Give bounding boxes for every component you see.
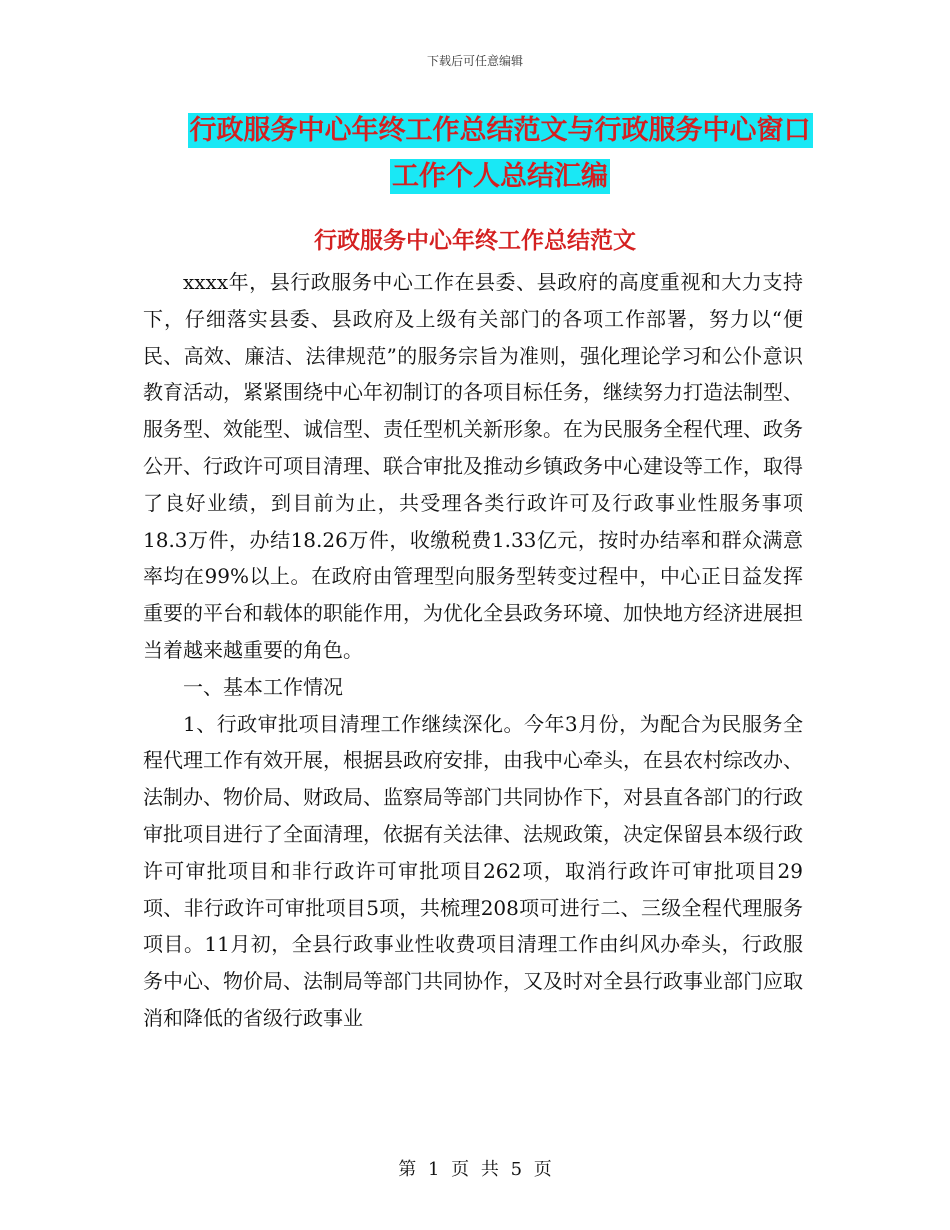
- header-note: 下载后可任意编辑: [426, 54, 523, 68]
- document-body: [143, 264, 803, 1037]
- document-title: [140, 108, 860, 200]
- document-title-line-1: 行政服务中心年终工作总结范文与行政服务中心窗口: [189, 115, 811, 146]
- paragraph-item-1: 1、行政审批项目清理工作继续深化。今年3月份，为配合为民服务全程代理工作有效开展，根据县政府安排，由我中心牵头，在县农村综改办、法制办、物价局、财政局、监察局等部门共同协作下，对县直各部门的行政审批项目进行了全面清理，依据有关法律、法规政策，决定保留县本级行政许可审批项目和非行政许可审批项目262项，取消行政许可审批项目29项、非行政许可审批项目5项，共梳理208项可进行二、三级全程代理服务项目。11月初，全县行政事业性收费项目清理工作由纠风办牵头，行政服务中心、物价局、法制局等部门共同协作，又及时对全县行政事业部门应取消和降低的省级行政事业: [143, 711, 803, 1030]
- document-title-line-2: 工作个人总结汇编: [392, 161, 608, 192]
- section-title: 行政服务中心年终工作总结范文: [314, 228, 636, 254]
- paragraph-heading-basic-work: 一、基本工作情况: [183, 674, 343, 699]
- page-footer: 第 1 页 共 5 页: [398, 1159, 552, 1180]
- paragraph-intro: xxxx年，县行政服务中心工作在县委、县政府的高度重视和大力支持下，仔细落实县委、县政府及上级有关部门的各项工作部署，努力以“便民、高效、廉洁、法律规范”的服务宗旨为准则，强化理论学习和公仆意识教育活动，紧紧围绕中心年初制订的各项目标任务，继续努力打造法制型、服务型、效能型、诚信型、责任型机关新形象。在为民服务全程代理、政务公开、行政许可项目清理、联合审批及推动乡镇政务中心建设等工作，取得了良好业绩，到目前为止，共受理各类行政许可及行政事业性服务事项18.3万件，办结18.26万件，收缴税费1.33亿元，按时办结率和群众满意率均在99%以上。在政府由管理型向服务型转变过程中，中心正日益发挥重要的平台和载体的职能作用，为优化全县政务环境、加快地方经济进展担当着越来越重要的角色。: [143, 270, 803, 662]
